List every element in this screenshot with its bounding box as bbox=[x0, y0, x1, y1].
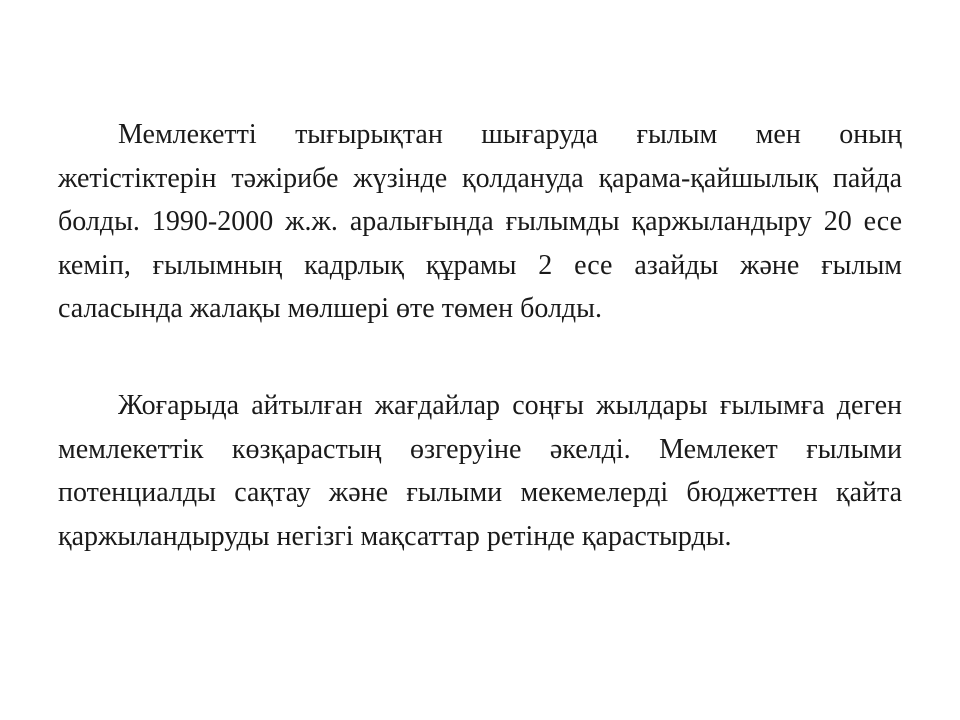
paragraph-2: Жоғарыда айтылған жағдайлар соңғы жылдары ғылымға деген мемлекеттік көзқарастың өзгеруіне әкелді. Мемлекет ғылыми потенциалды сақтау және ғылыми мекемелерді бюджеттен қайта қаржыландыруды негізгі мақсаттар ретінде қарастырды. bbox=[58, 389, 902, 552]
slide-body bbox=[58, 113, 902, 558]
paragraph-1: Мемлекетті тығырықтан шығаруда ғылым мен оның жетістіктерін тәжірибе жүзінде қолдануда қарама-қайшылық пайда болды. 1990-2000 ж.ж. аралығында ғылымды қаржыландыру 20 есе кеміп, ғылымның кадрлық құрамы 2 есе азайды және ғылым саласында жалақы мөлшері өте төмен болды. bbox=[58, 119, 902, 325]
